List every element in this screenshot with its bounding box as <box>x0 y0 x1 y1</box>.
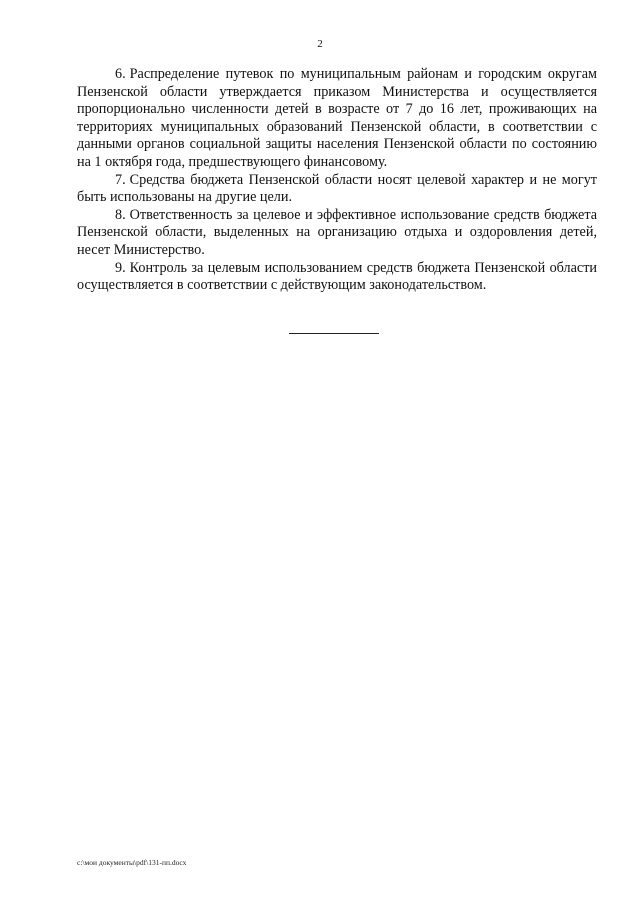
paragraph-text: Средства бюджета Пензенской области носят целевой характер и не могут быть использованы на другие цели. <box>77 171 597 206</box>
paragraph-7 <box>77 172 597 207</box>
paragraph-number: 7. <box>115 171 126 188</box>
paragraph-9 <box>77 260 597 295</box>
paragraph-6 <box>77 66 597 172</box>
paragraph-number: 6. <box>115 66 126 82</box>
paragraph-number: 9. <box>115 259 126 276</box>
paragraph-text: Контроль за целевым использованием средств бюджета Пензенской области осуществляется в соответствии с действующим законодательством. <box>77 259 597 294</box>
document-body <box>77 66 597 295</box>
footer-file-path: c:\мои документы\pdf\131-пп.docx <box>77 858 187 867</box>
end-divider-line <box>289 333 379 334</box>
paragraph-text: Распределение путевок по муниципальным районам и городским округам Пензенской области утверждается приказом Министерства и осуществляется пропорционально численности детей в возрасте от 7 до 16 лет, проживающих на территориях муниципальных образований Пензенской области, в соответствии с данными органов социальной защиты населения Пензенской области по состоянию на 1 октября года, предшествующего финансовому. <box>77 66 597 170</box>
paragraph-8 <box>77 207 597 260</box>
paragraph-text: Ответственность за целевое и эффективное использование средств бюджета Пензенской области, выделенных на организацию отдыха и оздоровления детей, несет Министерство. <box>77 206 597 258</box>
paragraph-number: 8. <box>115 206 126 223</box>
page-number: 2 <box>317 38 323 50</box>
